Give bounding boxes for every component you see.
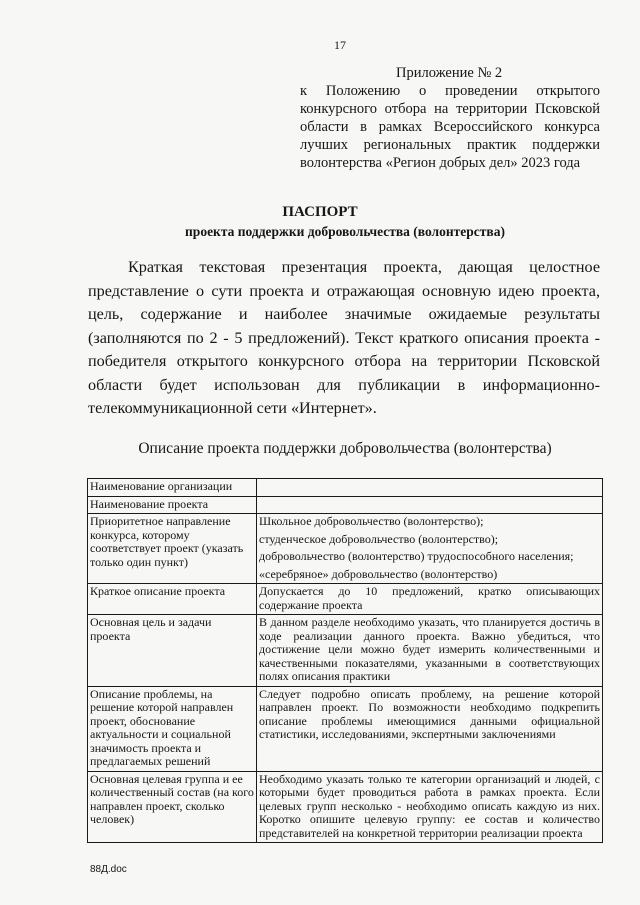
row-value (257, 514, 603, 584)
document-title: ПАСПОРТ (282, 204, 358, 220)
row-value (257, 496, 603, 514)
row-label: Приоритетное направление конкурса, которому соответствует проект (указать только один пункт) (88, 514, 257, 584)
file-name-footer: 88Д.doc (90, 864, 127, 875)
document-subtitle: проекта поддержки добровольчества (волонтерства) (185, 224, 505, 239)
table-row (88, 615, 603, 687)
table-row (88, 479, 603, 497)
table-row (88, 496, 603, 514)
option-item: студенческое добровольчество (волонтерство); (259, 531, 499, 546)
row-value (257, 479, 603, 497)
table-row (88, 584, 603, 615)
option-item: «серебряное» добровольчество (волонтерство) (259, 566, 498, 581)
row-value: В данном разделе необходимо указать, что планируется достичь в ходе реализации данного проекта. Важно убедиться, что достижение цели можно будет измерить количественными и качественными показателями, указанными в соответствующих полях описания практики (257, 615, 603, 687)
appendix-text: к Положению о проведении открытого конкурсного отбора на территории Псковской области в рамках Всероссийского конкурса лучших региональных практик поддержки волонтерства «Регион добрых дел» 2023 года (300, 83, 600, 171)
table-row (88, 514, 603, 584)
option-item: Школьное добровольчество (волонтерство); (259, 514, 484, 528)
row-label: Основная целевая группа и ее количественный состав (на кого направлен проект, сколько человек) (88, 771, 257, 843)
row-label: Краткое описание проекта (88, 584, 257, 615)
row-label: Основная цель и задачи проекта (88, 615, 257, 687)
appendix-block (300, 64, 600, 172)
row-label: Описание проблемы, на решение которой направлен проект, обоснование актуальности и социальной значимость проекта и предлагаемых решений (88, 686, 257, 771)
row-value: Следует подробно описать проблему, на решение которой направлен проект. По возможности необходимо подкрепить описание проблемы имеющимися данными официальной статистики, исследованиями, экспертными заключениями (257, 686, 603, 771)
table-caption: Описание проекта поддержки добровольчества (волонтерства) (138, 440, 552, 457)
option-item: добровольчество (волонтерство) трудоспособного населения; (259, 549, 574, 563)
table-row (88, 771, 603, 843)
table-row (88, 686, 603, 771)
passport-table (87, 478, 603, 843)
appendix-heading: Приложение № 2 (396, 65, 503, 81)
intro-paragraph: Краткая текстовая презентация проекта, дающая целостное представление о сути проекта и отражающая основную идею проекта, цель, содержание и наиболее значимые ожидаемые результаты (заполняются по 2 - 5 предложений). Текст краткого описания проекта - победителя открытого конкурсного отбора на территории Псковской области будет использован для публикации в информационно-телекоммуникационной сети «Интернет». (88, 258, 600, 417)
row-label: Наименование проекта (88, 496, 257, 514)
row-value: Допускается до 10 предложений, кратко описывающих содержание проекта (257, 584, 603, 615)
row-label: Наименование организации (88, 479, 257, 497)
page-number: 17 (334, 38, 346, 52)
row-value: Необходимо указать только те категории организаций и людей, с которыми будет проводиться работа в рамках проекта. Если целевых групп несколько - необходимо описать каждую из них. Коротко опишите целевую группу: ее состав и количество представителей на конкретной территории реализации проекта (257, 771, 603, 843)
